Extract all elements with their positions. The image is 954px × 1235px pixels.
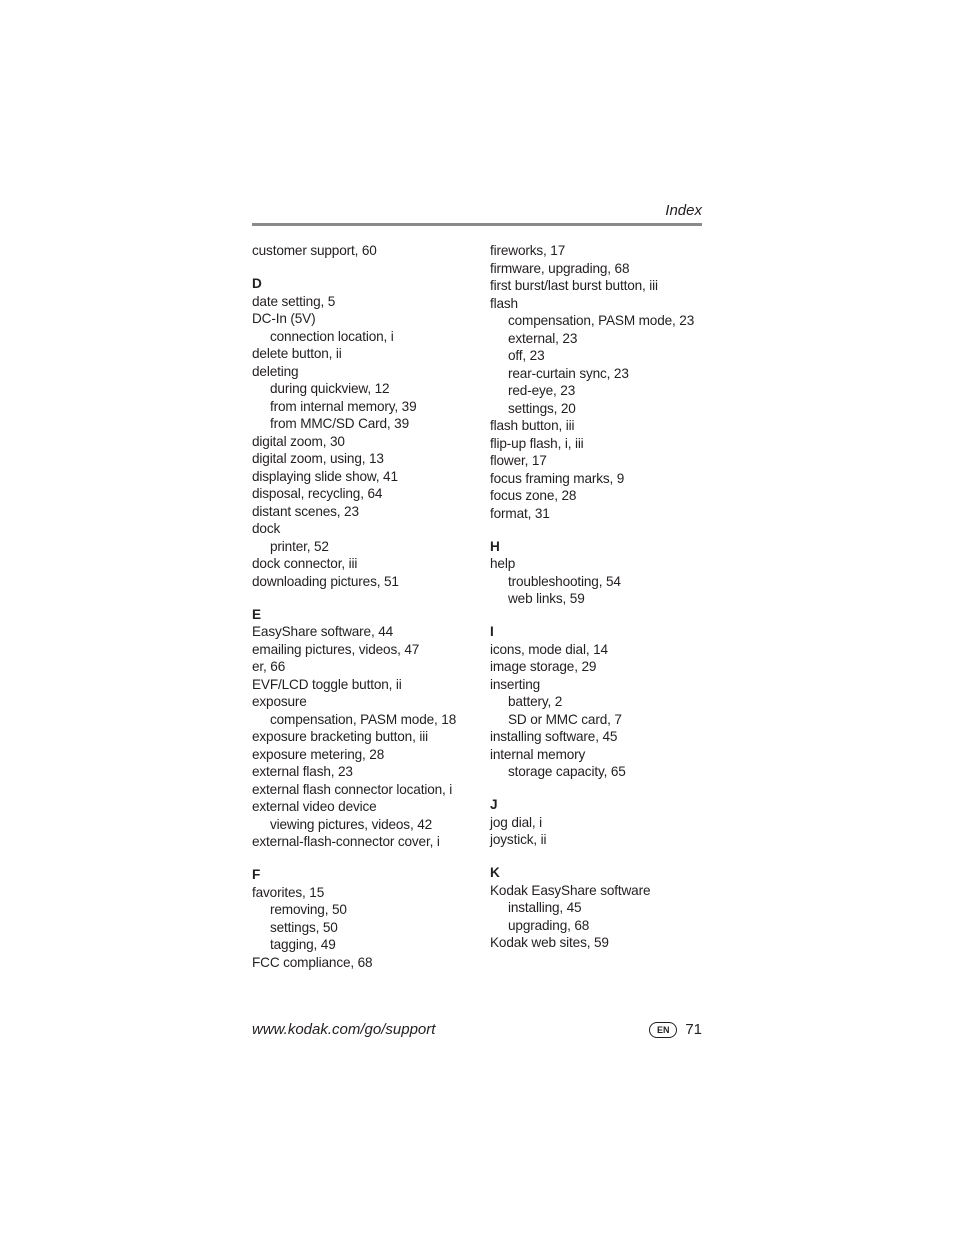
index-subentry: viewing pictures, videos, 42 [270, 816, 433, 832]
index-subentry: installing, 45 [508, 900, 582, 915]
index-entry: flash [490, 295, 518, 311]
index-entry: delete button, ii [252, 346, 342, 361]
index-entry: format, 31 [490, 505, 550, 521]
index-entry: help [490, 556, 516, 571]
index-subentry: from MMC/SD Card, 39 [270, 416, 410, 431]
index-entry: focus zone, 28 [490, 488, 577, 503]
index-entry: deleting [252, 363, 299, 379]
language-badge-icon: EN [649, 1022, 677, 1038]
index-entry: flip-up flash, i, iii [490, 435, 584, 451]
index-subentry: connection location, i [270, 328, 394, 344]
index-subentry: settings, 20 [508, 400, 576, 416]
index-letter-heading: K [490, 865, 500, 880]
index-entry: firmware, upgrading, 68 [490, 260, 630, 276]
index-letter-heading: E [252, 606, 261, 622]
index-entry: external-flash-connector cover, i [252, 834, 440, 849]
index-entry: digital zoom, 30 [252, 433, 345, 449]
index-subentry: printer, 52 [270, 538, 329, 554]
index-entry: FCC compliance, 68 [252, 954, 373, 970]
index-subentry: rear-curtain sync, 23 [508, 365, 629, 381]
index-subentry: compensation, PASM mode, 23 [508, 313, 695, 328]
page-header-title: Index [665, 202, 702, 219]
index-subentry: web links, 59 [508, 591, 585, 606]
index-entry: disposal, recycling, 64 [252, 486, 383, 501]
index-entry: Kodak EasyShare software [490, 882, 651, 898]
index-entry: Kodak web sites, 59 [490, 935, 609, 950]
index-entry: flower, 17 [490, 453, 547, 468]
index-entry: internal memory [490, 746, 586, 762]
index-entry: inserting [490, 676, 541, 692]
index-entry: customer support, 60 [252, 243, 377, 258]
index-entry: dock connector, iii [252, 556, 358, 571]
index-entry: external flash, 23 [252, 764, 353, 779]
index-entry: external video device [252, 799, 377, 814]
index-subentry: external, 23 [508, 330, 578, 346]
header-rule [252, 223, 702, 226]
section-gap [252, 851, 477, 867]
index-entry: first burst/last burst button, iii [490, 278, 658, 293]
page-number: 71 [685, 1021, 702, 1038]
section-gap [490, 781, 715, 797]
index-column-right [490, 242, 715, 952]
index-entry: dock [252, 521, 281, 536]
index-entry: fireworks, 17 [490, 243, 566, 258]
footer-page-info [649, 1021, 702, 1038]
index-subentry: upgrading, 68 [508, 917, 590, 933]
index-letter-heading: H [490, 538, 500, 554]
index-subentry: red-eye, 23 [508, 383, 576, 398]
index-entry: distant scenes, 23 [252, 503, 359, 519]
section-gap [252, 590, 477, 606]
index-subentry: tagging, 49 [270, 937, 336, 952]
index-subentry: settings, 50 [270, 919, 338, 935]
index-entry: installing software, 45 [490, 729, 618, 744]
index-entry: flash button, iii [490, 418, 575, 433]
index-subentry: from internal memory, 39 [270, 398, 417, 414]
index-entry: joystick, ii [490, 832, 547, 847]
index-entry: emailing pictures, videos, 47 [252, 641, 420, 657]
index-letter-heading: F [252, 867, 261, 882]
index-entry: icons, mode dial, 14 [490, 641, 608, 657]
index-entry: er, 66 [252, 659, 286, 674]
index-entry: image storage, 29 [490, 659, 597, 674]
index-subentry: battery, 2 [508, 694, 563, 709]
index-entry: digital zoom, using, 13 [252, 451, 384, 466]
footer-support-url: www.kodak.com/go/support [252, 1021, 436, 1038]
index-entry: external flash connector location, i [252, 781, 453, 797]
index-entry: favorites, 15 [252, 884, 325, 900]
index-entry: jog dial, i [490, 814, 543, 830]
section-gap [252, 260, 477, 276]
index-entry: focus framing marks, 9 [490, 470, 625, 486]
section-gap [490, 849, 715, 865]
index-entry: exposure bracketing button, iii [252, 729, 428, 744]
index-entry: exposure [252, 694, 307, 709]
index-letter-heading: J [490, 797, 498, 812]
index-entry: date setting, 5 [252, 293, 336, 309]
index-entry: exposure metering, 28 [252, 746, 385, 762]
index-entry: EasyShare software, 44 [252, 624, 394, 639]
index-entry: DC-In (5V) [252, 311, 316, 326]
index-subentry: SD or MMC card, 7 [508, 711, 622, 727]
section-gap [490, 522, 715, 538]
index-subentry: troubleshooting, 54 [508, 573, 621, 589]
section-gap [490, 608, 715, 624]
index-subentry: during quickview, 12 [270, 381, 390, 396]
index-entry: EVF/LCD toggle button, ii [252, 676, 402, 692]
index-subentry: storage capacity, 65 [508, 764, 626, 779]
index-column-left [252, 242, 477, 971]
index-subentry: removing, 50 [270, 902, 347, 917]
index-letter-heading: D [252, 276, 262, 291]
index-entry: displaying slide show, 41 [252, 468, 398, 484]
index-subentry: compensation, PASM mode, 18 [270, 711, 457, 727]
index-entry: downloading pictures, 51 [252, 573, 399, 589]
index-subentry: off, 23 [508, 348, 545, 363]
index-letter-heading: I [490, 624, 494, 639]
